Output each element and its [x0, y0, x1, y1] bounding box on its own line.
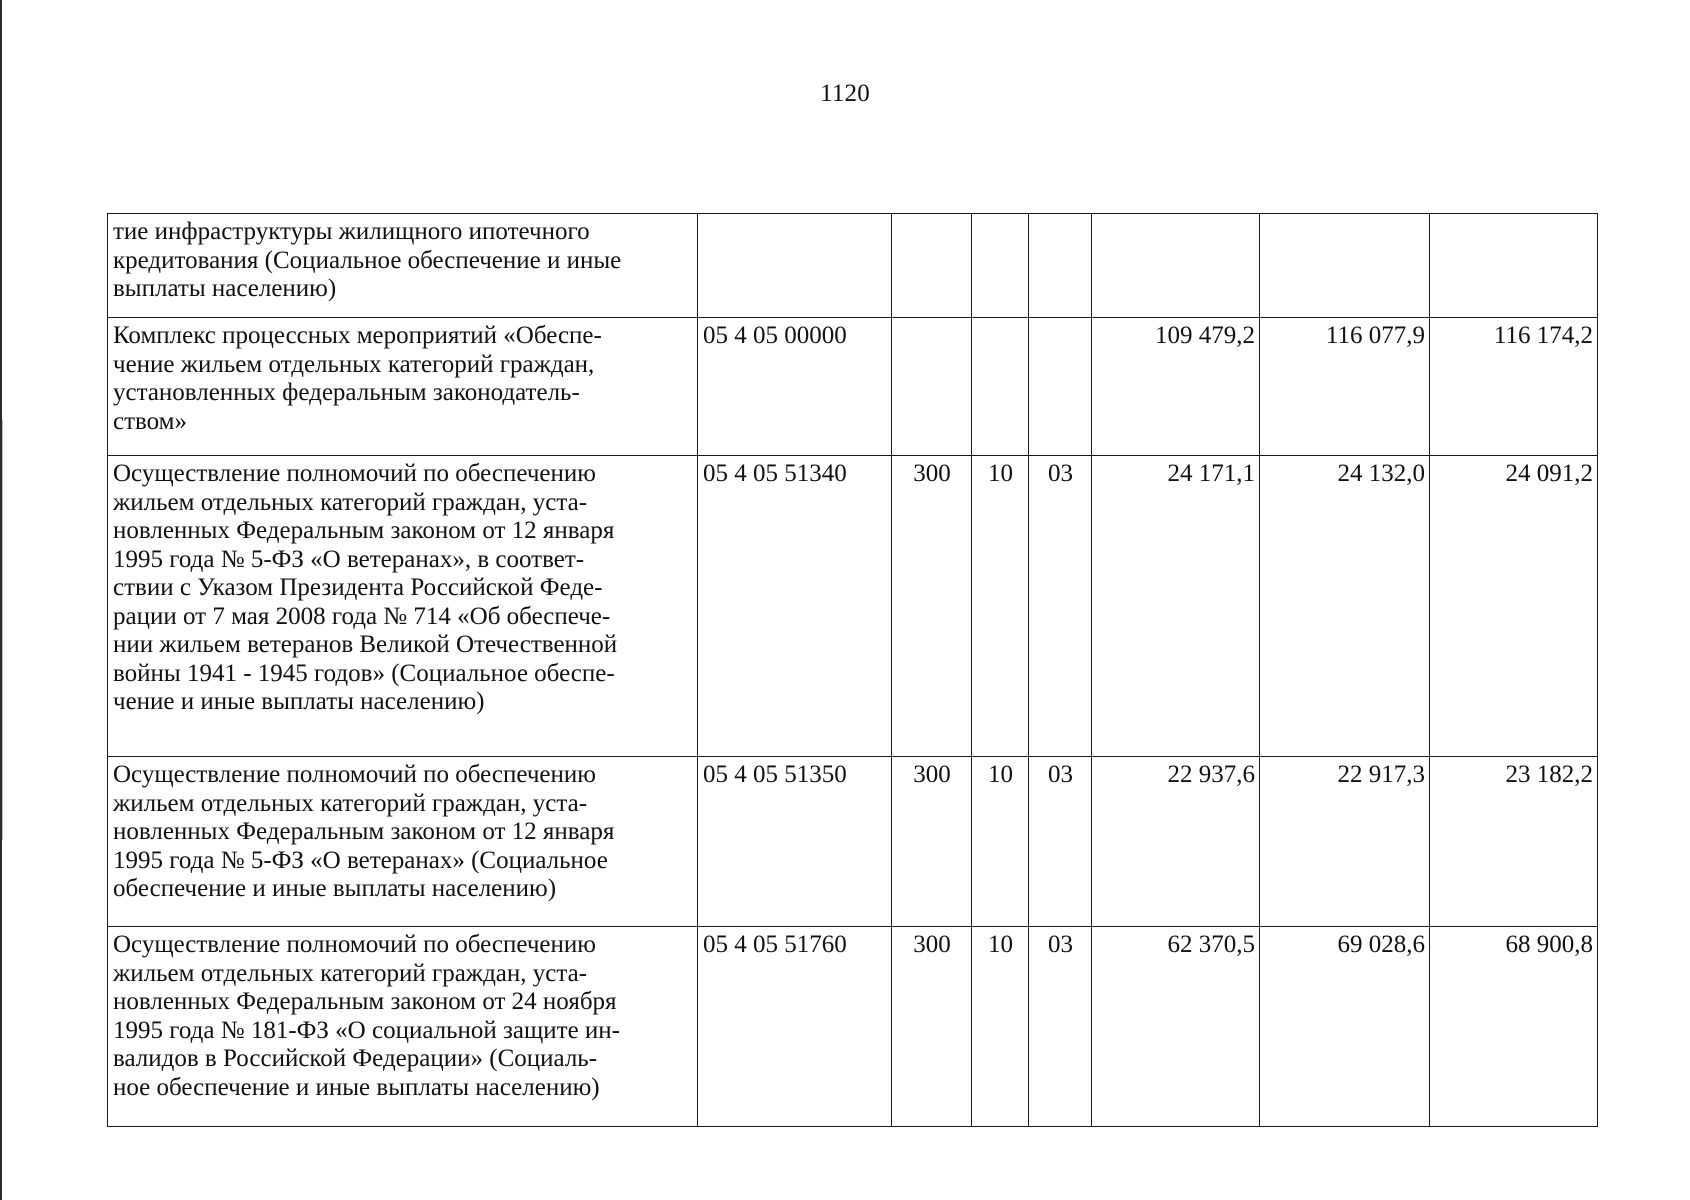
cell-amount-1: 109 479,2: [1092, 318, 1260, 456]
cell-amount-1: [1092, 214, 1260, 318]
name-line: новленных Федеральным законом от 24 ноября: [113, 988, 617, 1015]
cell-expense-type: 300: [892, 456, 972, 757]
table-row: [108, 214, 1598, 318]
name-line: выплаты населению): [113, 275, 337, 302]
cell-target-article: 05 4 05 00000: [698, 318, 892, 456]
cell-subsection: [1029, 214, 1092, 318]
name-line: Осуществление полномочий по обеспечению: [113, 931, 596, 958]
cell-section: 10: [972, 927, 1029, 1127]
name-line: тие инфраструктуры жилищного ипотечного: [113, 218, 590, 245]
cell-amount-2: 69 028,6: [1260, 927, 1430, 1127]
cell-target-article: 05 4 05 51340: [698, 456, 892, 757]
name-line: войны 1941 - 1945 годов» (Социальное обеспе-: [113, 659, 615, 687]
cell-name: [108, 757, 698, 927]
cell-amount-2: 24 132,0: [1260, 456, 1430, 757]
cell-amount-2: [1260, 214, 1430, 318]
name-line: чение и иные выплаты населению): [113, 688, 485, 715]
cell-amount-1: 24 171,1: [1092, 456, 1260, 757]
cell-amount-2: 22 917,3: [1260, 757, 1430, 927]
cell-target-article: [698, 214, 892, 318]
name-line: чение жильем отдельных категорий граждан,: [113, 350, 595, 378]
cell-section: 10: [972, 456, 1029, 757]
name-line: Осуществление полномочий по обеспечению: [113, 761, 596, 788]
cell-amount-3: 116 174,2: [1430, 318, 1598, 456]
name-line: рации от 7 мая 2008 года № 714 «Об обеспече-: [113, 602, 611, 630]
cell-name: [108, 456, 698, 757]
cell-section: 10: [972, 757, 1029, 927]
cell-amount-3: 68 900,8: [1430, 927, 1598, 1127]
name-line: установленных федеральным законодатель-: [113, 379, 580, 406]
name-line: ством»: [113, 407, 187, 435]
name-line: новленных Федеральным законом от 12 января: [113, 818, 615, 845]
name-line: ствии с Указом Президента Российской Феде-: [113, 574, 603, 601]
cell-section: [972, 318, 1029, 456]
table-row: [108, 757, 1598, 927]
cell-section: [972, 214, 1029, 318]
cell-expense-type: 300: [892, 757, 972, 927]
name-line: Осуществление полномочий по обеспечению: [113, 460, 596, 487]
name-line: Комплекс процессных мероприятий «Обеспе-: [113, 322, 602, 349]
budget-table: [107, 213, 1598, 1127]
name-line: 1995 года № 5-ФЗ «О ветеранах» (Социальное: [113, 846, 608, 874]
name-line: жильем отдельных категорий граждан, уста-: [113, 488, 588, 516]
cell-amount-3: [1430, 214, 1598, 318]
table-row: [108, 456, 1598, 757]
cell-expense-type: 300: [892, 927, 972, 1127]
name-line: 1995 года № 5-ФЗ «О ветеранах», в соответ-: [113, 545, 585, 573]
name-line: 1995 года № 181-ФЗ «О социальной защите ин-: [113, 1016, 620, 1044]
cell-subsection: 03: [1029, 927, 1092, 1127]
name-line: ное обеспечение и иные выплаты населению): [113, 1073, 600, 1101]
cell-name: [108, 214, 698, 318]
page-number: 1120: [820, 80, 870, 107]
cell-expense-type: [892, 214, 972, 318]
cell-target-article: 05 4 05 51760: [698, 927, 892, 1127]
cell-expense-type: [892, 318, 972, 456]
name-line: валидов в Российской Федерации» (Социаль-: [113, 1045, 598, 1072]
table-row: [108, 318, 1598, 456]
cell-amount-3: 23 182,2: [1430, 757, 1598, 927]
name-line: жильем отдельных категорий граждан, уста-: [113, 789, 588, 817]
cell-name: [108, 318, 698, 456]
cell-amount-1: 62 370,5: [1092, 927, 1260, 1127]
name-line: кредитования (Социальное обеспечение и иные: [113, 246, 622, 274]
name-line: новленных Федеральным законом от 12 января: [113, 517, 615, 544]
name-line: жильем отдельных категорий граждан, уста-: [113, 959, 588, 987]
cell-name: [108, 927, 698, 1127]
cell-amount-3: 24 091,2: [1430, 456, 1598, 757]
table-row: [108, 927, 1598, 1127]
cell-amount-1: 22 937,6: [1092, 757, 1260, 927]
cell-amount-2: 116 077,9: [1260, 318, 1430, 456]
name-line: обеспечение и иные выплаты населению): [113, 875, 557, 902]
name-line: нии жильем ветеранов Великой Отечественной: [113, 631, 618, 658]
cell-subsection: [1029, 318, 1092, 456]
cell-subsection: 03: [1029, 456, 1092, 757]
cell-target-article: 05 4 05 51350: [698, 757, 892, 927]
scan-edge-mark: [2, 420, 3, 840]
cell-subsection: 03: [1029, 757, 1092, 927]
